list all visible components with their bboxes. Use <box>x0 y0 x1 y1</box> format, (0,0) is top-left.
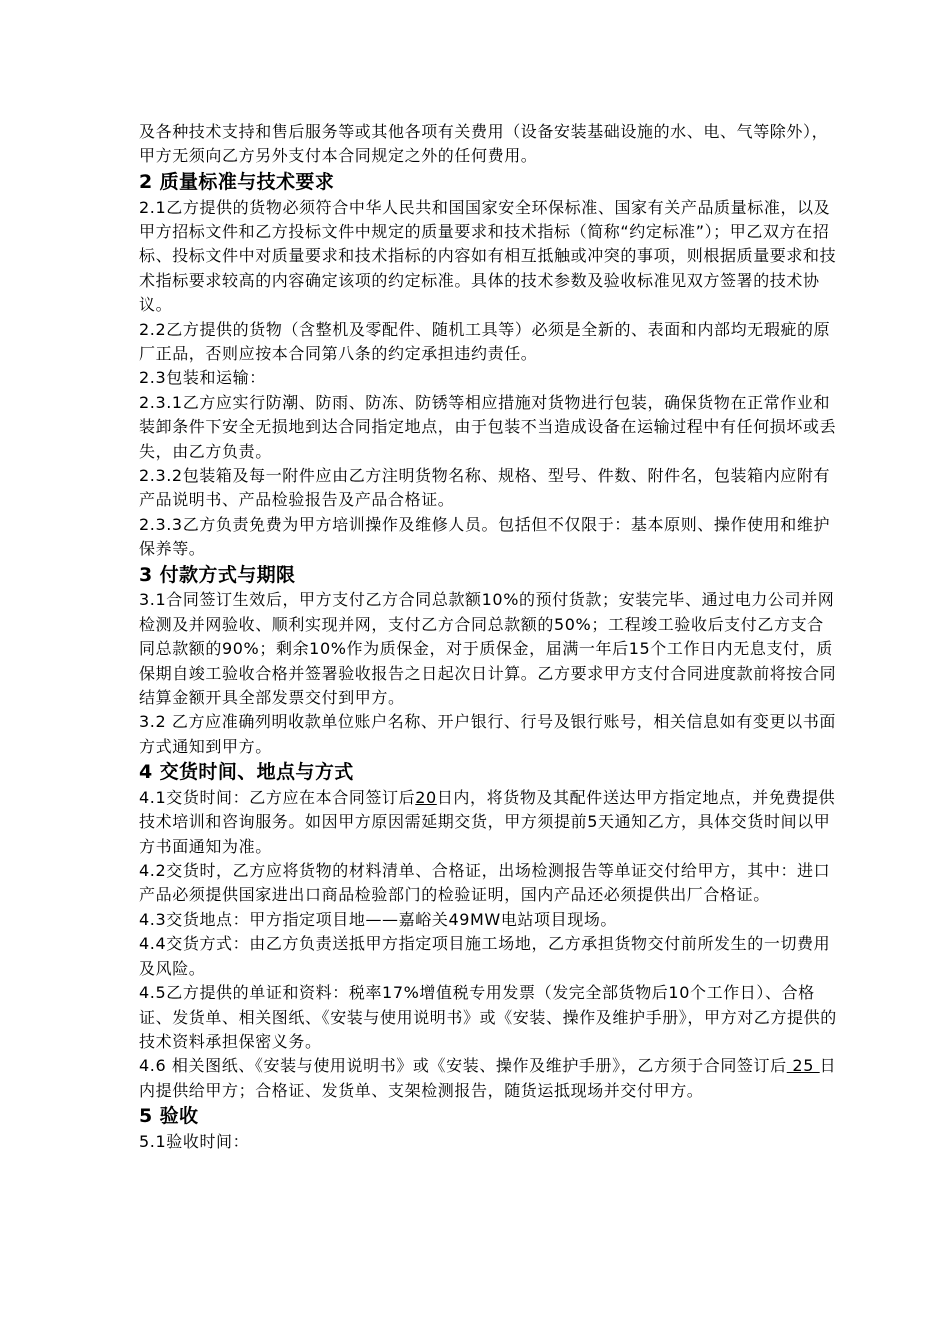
paragraph-3-1: 3.1合同签订生效后，甲方支付乙方合同总款额10%的预付货款；安装完毕、通过电力公司并网检测及并网验收、顺利实现并网，支付乙方合同总款额的50%；工程竣工验收后支付乙方支合同总款额的90%；剩余10%作为质保金，对于质保金，届满一年后15个工作日内无息支付，质保期自竣工验收合格并签署验收报告之日起次日计算。乙方要求甲方支付合同进度款前将按合同结算金额开具全部发票交付到甲方。 <box>139 590 837 707</box>
documents-days-value: 25 <box>786 1056 820 1076</box>
paragraph-2-1: 2.1乙方提供的货物必须符合中华人民共和国国家安全环保标准、国家有关产品质量标准，以及甲方招标文件和乙方投标文件中规定的质量要求和技术指标（简称“约定标准”）；甲乙双方在招标、投标文件中对质量要求和技术指标的内容如有相互抵触或冲突的事项，则根据质量要求和技术指标要求较高的内容确定该项的约定标准。具体的技术参数及验收标准见双方签署的技术协议。 <box>139 197 837 315</box>
paragraph-3-2: 3.2 乙方应准确列明收款单位账户名称、开户银行、行号及银行账号，相关信息如有变更以书面方式通知到甲方。 <box>139 712 836 756</box>
document-body <box>139 120 839 1154</box>
paragraph-4-6-end: 日内提供给甲方；合格证、发货单、支架检测报告，随货运抵现场并交付甲方。 <box>139 1056 837 1100</box>
paragraph-4-5: 4.5乙方提供的单证和资料：税率17%增值税专用发票（发完全部货物后10个工作日）、合格证、发货单、相关图纸、《安装与使用说明书》或《安装、操作及维护手册》，甲方对乙方提供的技术资料承担保密义务。 <box>139 983 837 1051</box>
section-heading-payment: 3 付款方式与期限 <box>139 563 296 586</box>
paragraph-2-3: 2.3包装和运输： <box>139 368 266 388</box>
paragraph-4-3: 4.3交货地点：甲方指定项目地——嘉峪关49MW电站项目现场。 <box>139 909 618 929</box>
paragraph-4-6 <box>139 1054 839 1103</box>
paragraph-2-3-3: 2.3.3乙方负责免费为甲方培训操作及维修人员。包括但不仅限于：基本原则、操作使用和维护保养等。 <box>139 514 831 559</box>
paragraph-2-3-2: 2.3.2包装箱及每一附件应由乙方注明货物名称、规格、型号、件数、附件名，包装箱内应附有产品说明书、产品检验报告及产品合格证。 <box>139 465 831 510</box>
paragraph-4-1 <box>139 786 839 859</box>
paragraph-4-1-start: 4.1交货时间：乙方应在本合同签订后 <box>139 787 416 807</box>
paragraph-fees: 及各种技术支持和售后服务等或其他各项有关费用（设备安装基础设施的水、电、气等除外），甲方无须向乙方另外支付本合同规定之外的任何费用。 <box>139 122 829 166</box>
section-heading-acceptance: 5 验收 <box>139 1105 199 1128</box>
delivery-days-value: 20 <box>415 787 437 807</box>
paragraph-4-6-start: 4.6 相关图纸、《安装与使用说明书》或《安装、操作及维护手册》，乙方须于合同签订后 <box>139 1056 787 1076</box>
paragraph-2-3-1: 2.3.1乙方应实行防潮、防雨、防冻、防锈等相应措施对货物进行包装，确保货物在正常作业和装卸条件下安全无损地到达合同指定地点，由于包装不当造成设备在运输过程中有任何损坏或丢失，由乙方负责。 <box>139 392 837 461</box>
section-heading-quality: 2 质量标准与技术要求 <box>139 170 335 193</box>
paragraph-4-2: 4.2交货时，乙方应将货物的材料清单、合格证，出场检测报告等单证交付给甲方，其中：进口产品必须提供国家进出口商品检验部门的检验证明，国内产品还必须提供出厂合格证。 <box>139 861 831 905</box>
paragraph-5-1: 5.1验收时间： <box>139 1131 250 1151</box>
paragraph-4-1-end: 日内，将货物及其配件送达甲方指定地点，并免费提供技术培训和咨询服务。如因甲方原因需延期交货，甲方须提前5天通知乙方，具体交货时间以甲方书面通知为准。 <box>139 787 836 856</box>
section-heading-delivery: 4 交货时间、地点与方式 <box>139 761 354 784</box>
paragraph-4-4: 4.4交货方式：由乙方负责送抵甲方指定项目施工场地，乙方承担货物交付前所发生的一切费用及风险。 <box>139 934 831 978</box>
paragraph-2-2: 2.2乙方提供的货物（含整机及零配件、随机工具等）必须是全新的、表面和内部均无瑕疵的原厂正品，否则应按本合同第八条的约定承担违约责任。 <box>139 319 831 363</box>
